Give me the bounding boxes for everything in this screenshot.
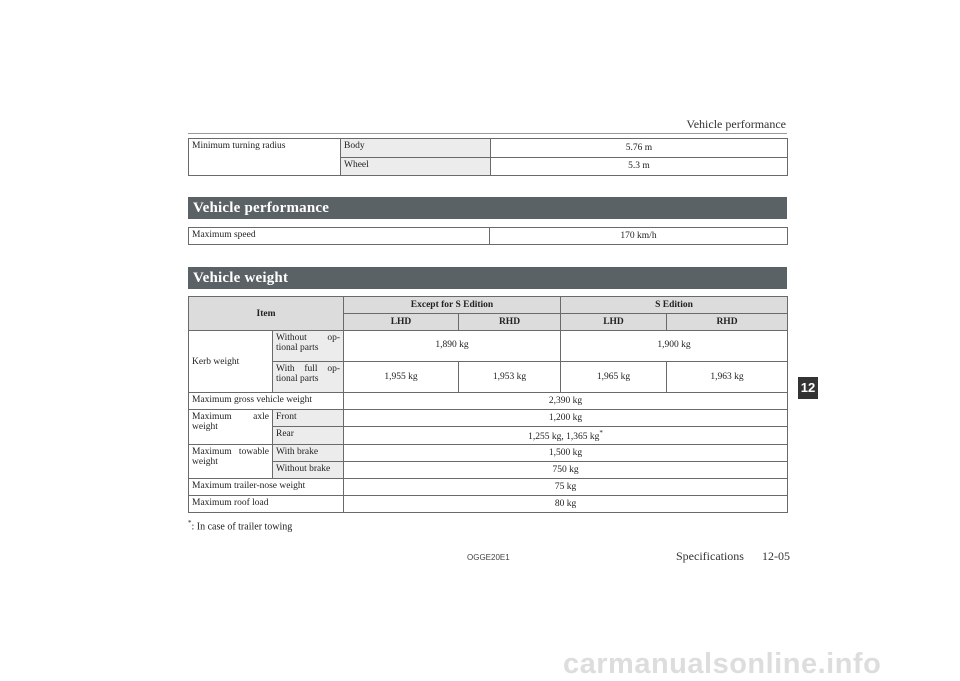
running-header: Vehicle performance — [686, 117, 786, 131]
roof-load-label: Maximum roof load — [189, 496, 344, 513]
footnote-marker: * — [599, 429, 603, 437]
table-row — [189, 427, 788, 445]
chapter-tab: 12 — [798, 377, 818, 399]
trailer-nose-weight-label: Maximum trailer-nose weight — [189, 479, 344, 496]
col-header-rhd: RHD — [667, 314, 788, 331]
table-row — [189, 297, 788, 314]
section-heading-vehicle-performance: Vehicle performance — [188, 197, 787, 219]
with-brake-label: With brake — [273, 445, 344, 462]
without-brake-value: 750 kg — [344, 462, 788, 479]
wheel-value: 5.3 m — [491, 157, 788, 176]
roof-load-value: 80 kg — [344, 496, 788, 513]
col-header-lhd: LHD — [344, 314, 459, 331]
table-row — [189, 331, 788, 362]
footnote — [188, 519, 292, 532]
kerb-without-except-value: 1,890 kg — [344, 331, 561, 362]
max-speed-label: Maximum speed — [189, 228, 490, 245]
kerb-with-except-lhd-value: 1,955 kg — [344, 362, 459, 393]
col-header-lhd: LHD — [561, 314, 667, 331]
towable-weight-label: Maximum towable weight — [189, 445, 273, 479]
turning-radius-label: Minimum turning radius — [189, 139, 341, 176]
rear-value: 1,255 kg, 1,365 kg — [528, 432, 600, 443]
document-code: OGGE20E1 — [467, 553, 510, 562]
section-heading-vehicle-weight: Vehicle weight — [188, 267, 787, 289]
wheel-label: Wheel — [341, 157, 491, 176]
without-brake-label: Without brake — [273, 462, 344, 479]
kerb-with-s-rhd-value: 1,963 kg — [667, 362, 788, 393]
rear-value-cell — [344, 427, 788, 445]
body-label: Body — [341, 139, 491, 158]
table-row — [189, 139, 788, 158]
footnote-mark: * — [188, 519, 192, 527]
page-number: 12-05 — [761, 549, 790, 563]
table-row — [189, 496, 788, 513]
kerb-with-s-lhd-value: 1,965 kg — [561, 362, 667, 393]
watermark: carmanualsonline.info — [563, 648, 882, 680]
vehicle-weight-table — [188, 296, 788, 513]
table-row — [189, 479, 788, 496]
header-rule — [188, 133, 787, 134]
kerb-with-except-rhd-value: 1,953 kg — [459, 362, 561, 393]
with-brake-value: 1,500 kg — [344, 445, 788, 462]
kerb-weight-label: Kerb weight — [189, 331, 273, 393]
front-label: Front — [273, 410, 344, 427]
body-value: 5.76 m — [491, 139, 788, 158]
table-row — [189, 445, 788, 462]
page-footer — [676, 549, 790, 564]
vehicle-performance-table — [188, 227, 788, 245]
col-header-rhd: RHD — [459, 314, 561, 331]
turning-radius-table — [188, 138, 788, 176]
gross-weight-value: 2,390 kg — [344, 393, 788, 410]
table-row — [189, 462, 788, 479]
trailer-nose-weight-value: 75 kg — [344, 479, 788, 496]
without-optional-parts-label: Without op-tional parts — [273, 331, 344, 362]
col-header-except-s-edition: Except for S Edition — [344, 297, 561, 314]
axle-weight-label: Maximum axle weight — [189, 410, 273, 445]
kerb-without-s-value: 1,900 kg — [561, 331, 788, 362]
table-row — [189, 362, 788, 393]
gross-weight-label: Maximum gross vehicle weight — [189, 393, 344, 410]
max-speed-value: 170 km/h — [490, 228, 788, 245]
rear-label: Rear — [273, 427, 344, 445]
col-header-item: Item — [189, 297, 344, 331]
col-header-s-edition: S Edition — [561, 297, 788, 314]
table-row — [189, 393, 788, 410]
front-value: 1,200 kg — [344, 410, 788, 427]
with-full-optional-parts-label: With full op-tional parts — [273, 362, 344, 393]
footnote-text: : In case of trailer towing — [191, 521, 293, 533]
table-row — [189, 410, 788, 427]
table-row — [189, 228, 788, 245]
section-name: Specifications — [676, 549, 744, 563]
